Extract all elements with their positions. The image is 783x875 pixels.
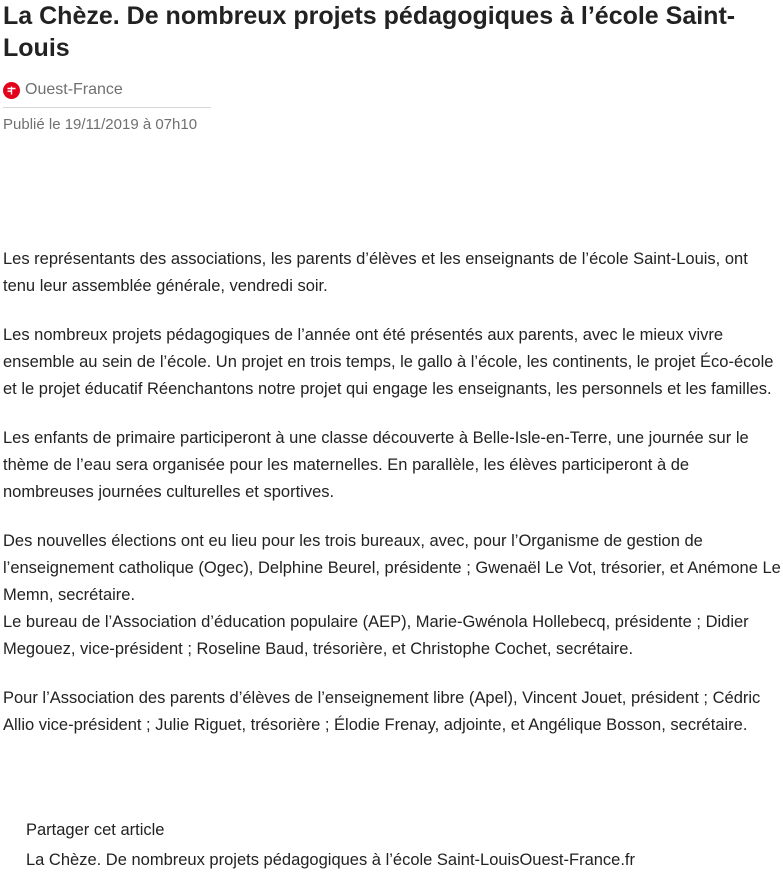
share-section <box>26 815 766 875</box>
article-paragraph: Pour l’Association des parents d’élèves de l’enseignement libre (Apel), Vincent Jouet, président ; Cédric Allio vice-président ; Julie Riguet, trésorière ; Élodie Frenay, adjointe, et Angélique Bosson, secrétaire. <box>3 689 761 734</box>
published-date: Publié le 19/11/2019 à 07h10 <box>3 116 198 133</box>
article-paragraph: Les nombreux projets pédagogiques de l’année ont été présentés aux parents, avec le mieux vivre ensemble au sein de l’école. Un projet en trois temps, le gallo à l’école, les continents, le projet Éco-école et le projet éducatif Réenchantons notre projet qui engage les enseignants, les personnels et les familles. <box>3 326 774 398</box>
article-paragraph: Les enfants de primaire participeront à une classe découverte à Belle-Isle-en-Terre, une journée sur le thème de l’eau sera organisée pour les maternelles. En parallèle, les élèves participeront à de nombreuses journées culturelles et sportives. <box>3 429 749 501</box>
source-byline <box>3 78 211 108</box>
article-paragraph: Des nouvelles élections ont eu lieu pour les trois bureaux, avec, pour l’Organisme de gestion de l’enseignement catholique (Ogec), Delphine Beurel, présidente ; Gwenaël Le Vot, trésorier, et Anémone Le Memn, secrétaire. <box>3 532 781 604</box>
article-paragraph: Le bureau de l’Association d’éducation populaire (AEP), Marie-Gwénola Hollebecq, présidente ; Didier Megouez, vice-président ; Roseline Baud, trésorière, et Christophe Cochet, secrétaire. <box>3 613 749 658</box>
article-body <box>3 246 781 761</box>
share-link[interactable]: La Chèze. De nombreux projets pédagogiques à l’école Saint-LouisOuest-France.fr <box>26 851 636 869</box>
article-title: La Chèze. De nombreux projets pédagogiques à l’école Saint-Louis <box>3 2 736 62</box>
article-paragraph: Les représentants des associations, les parents d’élèves et les enseignants de l’école Saint-Louis, ont tenu leur assemblée générale, vendredi soir. <box>3 250 748 295</box>
ouest-france-logo-icon <box>3 82 20 99</box>
source-name[interactable]: Ouest-France <box>25 81 123 98</box>
share-title: Partager cet article <box>26 821 165 839</box>
